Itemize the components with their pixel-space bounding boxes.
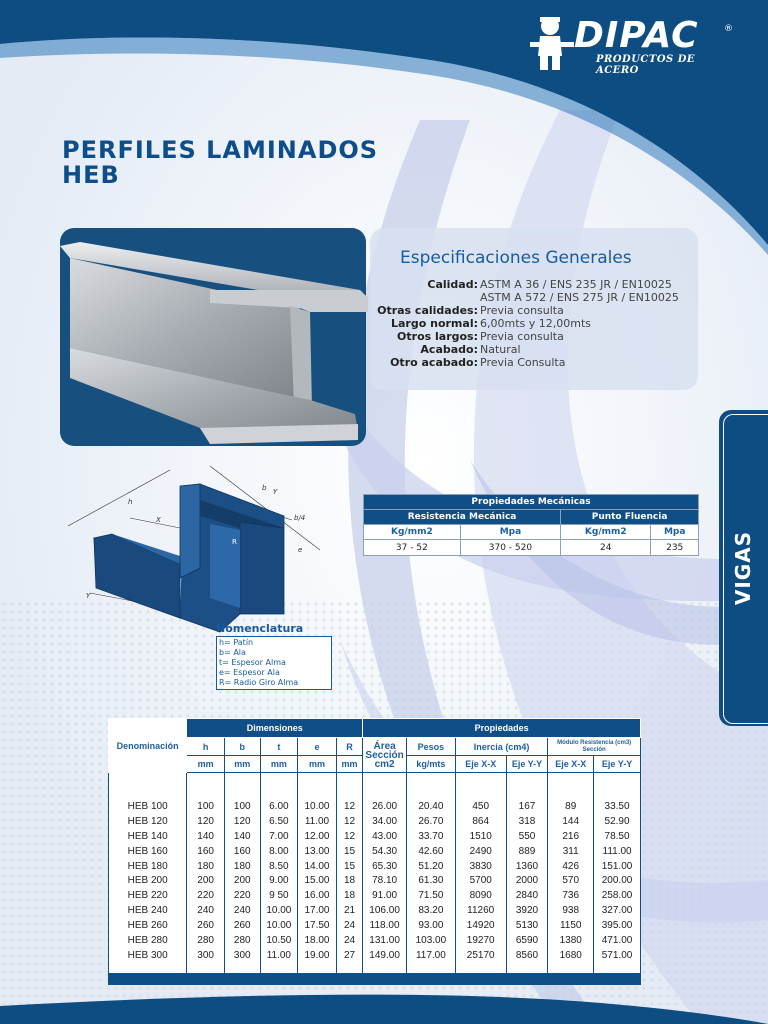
table-cell: 65.30 bbox=[363, 859, 407, 874]
table-cell: 54.30 bbox=[363, 844, 407, 859]
table-cell: 27 bbox=[336, 948, 362, 963]
dim-col-header: b bbox=[224, 738, 260, 756]
table-cell: 5130 bbox=[506, 918, 548, 933]
table-cell-name: HEB 200 bbox=[109, 873, 187, 888]
label-x: X bbox=[156, 516, 161, 524]
pesos-unit: kg/mts bbox=[406, 756, 455, 773]
table-cell-name: HEB 180 bbox=[109, 859, 187, 874]
table-cell: 103.00 bbox=[406, 933, 455, 948]
table-cell: 10.00 bbox=[260, 918, 298, 933]
table-cell: 52.90 bbox=[594, 814, 641, 829]
table-cell: 426 bbox=[548, 859, 594, 874]
table-cell: 11.00 bbox=[298, 814, 337, 829]
table-cell-name: HEB 220 bbox=[109, 888, 187, 903]
dimensiones-header: Dimensiones bbox=[187, 719, 363, 738]
table-cell: 14920 bbox=[455, 918, 506, 933]
spec-row bbox=[370, 356, 700, 369]
spec-key: Otros largos: bbox=[397, 330, 478, 343]
table-cell: 160 bbox=[224, 844, 260, 859]
table-cell: 1380 bbox=[548, 933, 594, 948]
label-h: h bbox=[128, 498, 133, 506]
table-cell: 17.00 bbox=[298, 903, 337, 918]
denominacion-header: Denominación bbox=[109, 719, 187, 773]
table-cell: 26.00 bbox=[363, 799, 407, 814]
table-cell: 180 bbox=[187, 859, 225, 874]
table-cell: 118.00 bbox=[363, 918, 407, 933]
mechanical-value: 37 - 52 bbox=[364, 540, 461, 556]
nomenclature-item: R= Radio Giro Alma bbox=[219, 678, 299, 687]
axis-header: Eje X-X bbox=[548, 756, 594, 773]
spec-value: ASTM A 572 / ENS 275 JR / EN10025 bbox=[480, 291, 679, 304]
table-cell: 395.00 bbox=[594, 918, 641, 933]
modulo-header: Módulo Resistencia (cm3) Sección bbox=[548, 738, 641, 756]
propiedades-header: Propiedades bbox=[363, 719, 641, 738]
table-cell: 6590 bbox=[506, 933, 548, 948]
table-cell: 12 bbox=[336, 799, 362, 814]
table-cell: 11260 bbox=[455, 903, 506, 918]
table-cell: 78.50 bbox=[594, 829, 641, 844]
axis-header: Eje Y-Y bbox=[506, 756, 548, 773]
table-cell: 91.00 bbox=[363, 888, 407, 903]
table-cell: 34.00 bbox=[363, 814, 407, 829]
mechanical-value: 370 - 520 bbox=[460, 540, 560, 556]
table-cell: 10.50 bbox=[260, 933, 298, 948]
table-cell: 6.50 bbox=[260, 814, 298, 829]
table-cell: 24 bbox=[336, 918, 362, 933]
table-cell: 240 bbox=[187, 903, 225, 918]
table-cell: 570 bbox=[548, 873, 594, 888]
table-cell-name: HEB 160 bbox=[109, 844, 187, 859]
spec-row bbox=[370, 304, 700, 317]
table-row bbox=[109, 799, 641, 814]
mechanical-value: 24 bbox=[561, 540, 651, 556]
mechanical-properties-table bbox=[363, 494, 699, 556]
table-cell: 216 bbox=[548, 829, 594, 844]
table-cell: 42.60 bbox=[406, 844, 455, 859]
table-cell: 106.00 bbox=[363, 903, 407, 918]
table-cell-name: HEB 120 bbox=[109, 814, 187, 829]
table-cell: 24 bbox=[336, 933, 362, 948]
table-cell: 71.50 bbox=[406, 888, 455, 903]
table-cell: 131.00 bbox=[363, 933, 407, 948]
page-title bbox=[62, 138, 378, 188]
table-cell: 318 bbox=[506, 814, 548, 829]
inercia-header: Inercia (cm4) bbox=[455, 738, 548, 756]
table-cell-name: HEB 300 bbox=[109, 948, 187, 963]
table-cell: 51.20 bbox=[406, 859, 455, 874]
table-row bbox=[109, 873, 641, 888]
mechanical-unit: Mpa bbox=[651, 525, 699, 540]
nomenclature-item: h= Patín bbox=[219, 638, 254, 647]
dim-unit: mm bbox=[298, 756, 337, 773]
spec-key: Otras calidades: bbox=[377, 304, 478, 317]
table-cell: 18 bbox=[336, 873, 362, 888]
dim-unit: mm bbox=[187, 756, 225, 773]
steel-beam-image bbox=[60, 228, 380, 458]
dim-col-header: t bbox=[260, 738, 298, 756]
spec-row bbox=[370, 343, 700, 356]
table-cell: 8560 bbox=[506, 948, 548, 963]
table-row bbox=[109, 948, 641, 963]
table-cell: 2840 bbox=[506, 888, 548, 903]
spec-value: 6,00mts y 12,00mts bbox=[480, 317, 592, 330]
table-cell: 15.00 bbox=[298, 873, 337, 888]
table-cell: 120 bbox=[224, 814, 260, 829]
table-cell-name: HEB 280 bbox=[109, 933, 187, 948]
table-cell: 571.00 bbox=[594, 948, 641, 963]
table-cell: 18.00 bbox=[298, 933, 337, 948]
spec-row bbox=[370, 291, 700, 304]
table-row bbox=[109, 933, 641, 948]
table-cell: 8.50 bbox=[260, 859, 298, 874]
table-cell: 11.00 bbox=[260, 948, 298, 963]
table-cell: 200 bbox=[224, 873, 260, 888]
table-cell: 144 bbox=[548, 814, 594, 829]
table-cell: 13.00 bbox=[298, 844, 337, 859]
table-cell: 8090 bbox=[455, 888, 506, 903]
table-cell: 14.00 bbox=[298, 859, 337, 874]
table-cell: 736 bbox=[548, 888, 594, 903]
table-cell: 160 bbox=[187, 844, 225, 859]
table-cell: 43.00 bbox=[363, 829, 407, 844]
table-cell: 1680 bbox=[548, 948, 594, 963]
pesos-header: Pesos bbox=[406, 738, 455, 756]
table-cell: 258.00 bbox=[594, 888, 641, 903]
table-cell: 61.30 bbox=[406, 873, 455, 888]
mechanical-unit: Mpa bbox=[460, 525, 560, 540]
label-b4: b/4 bbox=[294, 514, 306, 522]
table-cell: 5700 bbox=[455, 873, 506, 888]
spec-value: ASTM A 36 / ENS 235 JR / EN10025 bbox=[480, 278, 672, 291]
spec-value: Previa consulta bbox=[480, 330, 564, 343]
mechanical-value: 235 bbox=[651, 540, 699, 556]
table-row bbox=[109, 814, 641, 829]
table-cell: 7.00 bbox=[260, 829, 298, 844]
table-row bbox=[109, 859, 641, 874]
dim-unit: mm bbox=[224, 756, 260, 773]
table-cell: 220 bbox=[187, 888, 225, 903]
table-cell-name: HEB 100 bbox=[109, 799, 187, 814]
label-e: e bbox=[298, 546, 303, 554]
table-cell: 111.00 bbox=[594, 844, 641, 859]
table-cell: 240 bbox=[224, 903, 260, 918]
table-cell: 120 bbox=[187, 814, 225, 829]
axis-header: Eje X-X bbox=[455, 756, 506, 773]
spec-row bbox=[370, 278, 700, 291]
table-cell-name: HEB 260 bbox=[109, 918, 187, 933]
label-y-bottom: Y bbox=[86, 592, 91, 600]
table-cell: 140 bbox=[187, 829, 225, 844]
table-cell: 311 bbox=[548, 844, 594, 859]
mechanical-group: Punto Fluencia bbox=[561, 510, 699, 525]
table-cell: 220 bbox=[224, 888, 260, 903]
table-cell: 1150 bbox=[548, 918, 594, 933]
spec-value: Previa Consulta bbox=[480, 356, 566, 369]
table-cell: 1360 bbox=[506, 859, 548, 874]
table-cell: 889 bbox=[506, 844, 548, 859]
table-cell: 20.40 bbox=[406, 799, 455, 814]
table-cell: 100 bbox=[224, 799, 260, 814]
table-cell: 18 bbox=[336, 888, 362, 903]
table-cell: 200.00 bbox=[594, 873, 641, 888]
table-cell: 12.00 bbox=[298, 829, 337, 844]
spec-value: Natural bbox=[480, 343, 521, 356]
table-cell: 15 bbox=[336, 844, 362, 859]
table-cell: 9 50 bbox=[260, 888, 298, 903]
dim-col-header: R bbox=[336, 738, 362, 756]
table-cell: 864 bbox=[455, 814, 506, 829]
table-cell: 33.50 bbox=[594, 799, 641, 814]
table-cell: 180 bbox=[224, 859, 260, 874]
label-b: b bbox=[262, 484, 267, 492]
table-cell: 17.50 bbox=[298, 918, 337, 933]
table-cell: 117.00 bbox=[406, 948, 455, 963]
table-cell: 2490 bbox=[455, 844, 506, 859]
area-header: Área Sección cm2 bbox=[363, 738, 407, 773]
spec-key: Otro acabado: bbox=[390, 356, 478, 369]
beam-dimension-diagram bbox=[60, 458, 330, 638]
dim-unit: mm bbox=[336, 756, 362, 773]
nomenclature-item: b= Ala bbox=[219, 648, 246, 657]
mechanical-title: Propiedades Mecánicas bbox=[364, 495, 699, 510]
table-cell: 26.70 bbox=[406, 814, 455, 829]
section-tab-label: VIGAS bbox=[731, 530, 755, 606]
table-cell: 938 bbox=[548, 903, 594, 918]
table-cell: 19.00 bbox=[298, 948, 337, 963]
table-cell: 1510 bbox=[455, 829, 506, 844]
table-cell: 15 bbox=[336, 859, 362, 874]
page-title-line1: PERFILES LAMINADOS bbox=[62, 136, 379, 164]
table-cell: 100 bbox=[187, 799, 225, 814]
table-cell: 300 bbox=[187, 948, 225, 963]
nomenclature-item: e= Espesor Ala bbox=[219, 668, 280, 677]
table-cell: 10.00 bbox=[260, 903, 298, 918]
nomenclature-title: Nomenclatura bbox=[216, 622, 304, 635]
dim-col-header: e bbox=[298, 738, 337, 756]
nomenclature-item: t= Espesor Alma bbox=[219, 658, 286, 667]
table-cell: 550 bbox=[506, 829, 548, 844]
table-cell: 3920 bbox=[506, 903, 548, 918]
table-row bbox=[109, 903, 641, 918]
brand-tagline: PRODUCTOS DE ACERO bbox=[596, 54, 696, 76]
table-cell: 471.00 bbox=[594, 933, 641, 948]
spec-key: Acabado: bbox=[420, 343, 478, 356]
table-cell: 140 bbox=[224, 829, 260, 844]
axis-header: Eje Y-Y bbox=[594, 756, 641, 773]
mechanical-unit: Kg/mm2 bbox=[561, 525, 651, 540]
label-r: R bbox=[232, 538, 237, 546]
worker-mascot-icon bbox=[528, 14, 576, 72]
table-cell: 19270 bbox=[455, 933, 506, 948]
table-cell: 25170 bbox=[455, 948, 506, 963]
table-row bbox=[109, 844, 641, 859]
table-row bbox=[109, 918, 641, 933]
table-cell: 260 bbox=[187, 918, 225, 933]
table-cell: 450 bbox=[455, 799, 506, 814]
table-cell: 12 bbox=[336, 814, 362, 829]
table-cell: 9.00 bbox=[260, 873, 298, 888]
heb-table-body bbox=[109, 799, 641, 963]
table-cell: 10.00 bbox=[298, 799, 337, 814]
table-cell: 151.00 bbox=[594, 859, 641, 874]
label-y-top: Y bbox=[273, 488, 278, 496]
mechanical-unit: Kg/mm2 bbox=[364, 525, 461, 540]
general-specs-title: Especificaciones Generales bbox=[400, 248, 632, 268]
table-cell: 3830 bbox=[455, 859, 506, 874]
table-cell: 78.10 bbox=[363, 873, 407, 888]
spec-row bbox=[370, 317, 700, 330]
table-cell: 149.00 bbox=[363, 948, 407, 963]
table-cell: 167 bbox=[506, 799, 548, 814]
table-cell: 93.00 bbox=[406, 918, 455, 933]
table-cell: 89 bbox=[548, 799, 594, 814]
spec-key: Largo normal: bbox=[391, 317, 478, 330]
spec-row bbox=[370, 330, 700, 343]
table-cell: 280 bbox=[187, 933, 225, 948]
registered-mark: ® bbox=[724, 24, 733, 34]
table-cell: 200 bbox=[187, 873, 225, 888]
spec-value: Previa consulta bbox=[480, 304, 564, 317]
spec-key: Calidad: bbox=[427, 278, 478, 291]
dim-unit: mm bbox=[260, 756, 298, 773]
table-cell: 2000 bbox=[506, 873, 548, 888]
table-cell: 300 bbox=[224, 948, 260, 963]
brand-name: DIPAC bbox=[574, 15, 699, 56]
table-cell: 6.00 bbox=[260, 799, 298, 814]
brand-logo bbox=[528, 14, 738, 74]
table-row bbox=[109, 829, 641, 844]
table-cell: 260 bbox=[224, 918, 260, 933]
table-row bbox=[109, 888, 641, 903]
table-cell-name: HEB 140 bbox=[109, 829, 187, 844]
table-cell: 280 bbox=[224, 933, 260, 948]
heb-dimensions-table bbox=[108, 718, 641, 981]
table-cell: 16.00 bbox=[298, 888, 337, 903]
table-cell: 327.00 bbox=[594, 903, 641, 918]
table-cell: 12 bbox=[336, 829, 362, 844]
table-cell: 33.70 bbox=[406, 829, 455, 844]
mechanical-group: Resistencia Mecánica bbox=[364, 510, 561, 525]
table-cell: 8.00 bbox=[260, 844, 298, 859]
table-cell: 83.20 bbox=[406, 903, 455, 918]
table-cell: 21 bbox=[336, 903, 362, 918]
page-title-line2: HEB bbox=[62, 161, 120, 189]
dim-col-header: h bbox=[187, 738, 225, 756]
table-cell-name: HEB 240 bbox=[109, 903, 187, 918]
